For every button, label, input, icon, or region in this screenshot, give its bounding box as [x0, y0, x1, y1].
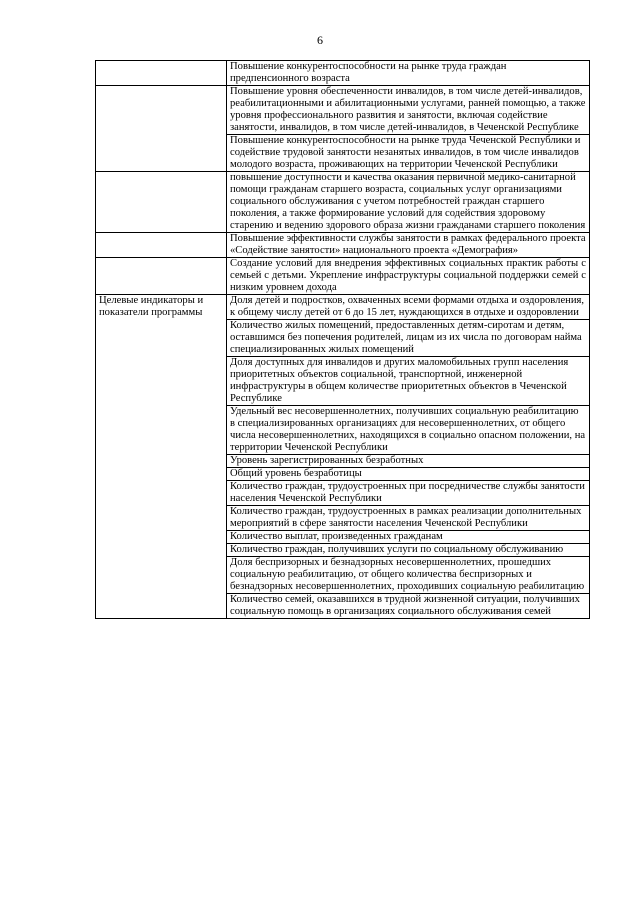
label-cell-empty — [96, 258, 227, 295]
indicator-cell: Количество граждан, трудоустроенных в рамках реализации дополнительных мероприятий в сфере занятости населения Чеченской Республики — [227, 506, 590, 531]
table-row — [96, 295, 590, 320]
section-label-indicators: Целевые индикаторы и показатели программы — [96, 295, 227, 619]
indicator-cell: Количество семей, оказавшихся в трудной жизненной ситуации, получивших социальную помощь в организациях социального обслуживания семей — [227, 594, 590, 619]
table-row — [96, 172, 590, 233]
program-passport-table — [95, 60, 590, 619]
indicator-cell: Количество граждан, трудоустроенных при посредничестве службы занятости населения Чеченской Республики — [227, 481, 590, 506]
indicator-cell: Доля беспризорных и безнадзорных несовершеннолетних, прошедших социальную реабилитацию, от общего количества беспризорных и безнадзорных несовершеннолетних, проходивших социальную реабилитацию — [227, 557, 590, 594]
indicator-cell: Доля доступных для инвалидов и других маломобильных групп населения приоритетных объектов социальной, транспортной, инженерной инфраструктуры в общем количестве приоритетных объектов в Чеченской Республике — [227, 357, 590, 406]
table-row — [96, 233, 590, 258]
indicator-cell: Доля детей и подростков, охваченных всеми формами отдыха и оздоровления, к общему числу детей от 6 до 15 лет, нуждающихся в отдыхе и оздоровлении — [227, 295, 590, 320]
goal-cell: Повышение уровня обеспеченности инвалидов, в том числе детей-инвалидов, реабилитационными и абилитационными услугами, ранней помощью, а также уровня профессионального развития и занятости, включая содействие занятости, инвалидов, в том числе детей-инвалидов, в Чеченской Республике — [227, 86, 590, 135]
goal-cell: повышение доступности и качества оказания первичной медико-санитарной помощи гражданам старшего возраста, социальных услуг организациями социального обслуживания с учетом потребностей граждан старшего поколения, а также формирование условий для содействия здоровому старению и ведению здорового образа жизни гражданами старшего поколения — [227, 172, 590, 233]
goal-cell: Повышение конкурентоспособности на рынке труда Чеченской Республики и содействие трудовой занятости незанятых инвалидов, в том числе инвалидов молодого возраста, проживающих на территории Чеченской Республики — [227, 135, 590, 172]
label-cell-empty — [96, 172, 227, 233]
indicator-cell: Уровень зарегистрированных безработных — [227, 455, 590, 468]
label-cell-empty — [96, 61, 227, 86]
goal-cell: Повышение конкурентоспособности на рынке труда граждан предпенсионного возраста — [227, 61, 590, 86]
page-number: 6 — [317, 33, 323, 47]
table-row — [96, 258, 590, 295]
goal-cell: Повышение эффективности службы занятости в рамках федерального проекта «Содействие занятости» национального проекта «Демография» — [227, 233, 590, 258]
goal-cell: Создание условий для внедрения эффективных социальных практик работы с семьей с детьми. Укрепление инфраструктуры социальной поддержки семей с низким уровнем дохода — [227, 258, 590, 295]
indicator-cell: Количество жилых помещений, предоставленных детям-сиротам и детям, оставшимся без попечения родителей, лицам из их числа по договорам найма специализированных жилых помещений — [227, 320, 590, 357]
label-cell-empty — [96, 86, 227, 172]
label-cell-empty — [96, 233, 227, 258]
table-row — [96, 86, 590, 135]
indicator-cell: Количество граждан, получивших услуги по социальному обслуживанию — [227, 544, 590, 557]
indicator-cell: Общий уровень безработицы — [227, 468, 590, 481]
table-row — [96, 61, 590, 86]
indicator-cell: Удельный вес несовершеннолетних, получивших социальную реабилитацию в специализированных организациях для несовершеннолетних, от общего числа несовершеннолетних, находящихся в социально опасном положении, на территории Чеченской Республики — [227, 406, 590, 455]
indicator-cell: Количество выплат, произведенных гражданам — [227, 531, 590, 544]
